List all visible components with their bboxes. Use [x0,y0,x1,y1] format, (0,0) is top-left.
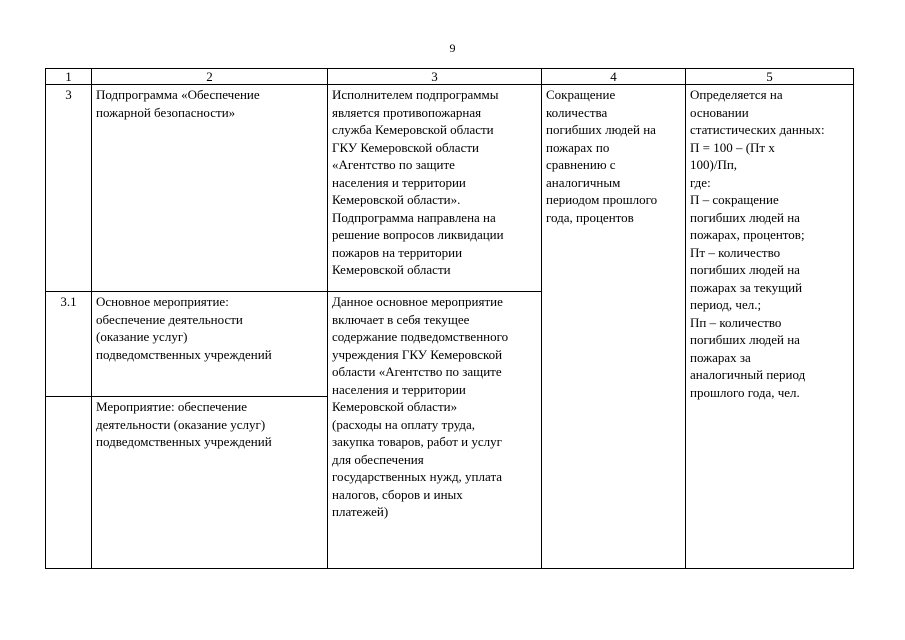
header-cell-5: 5 [686,69,854,85]
target-indicator: Сокращение количества погибших людей на пожарах по сравнению с аналогичным периодом прошлого года, процентов [542,85,686,569]
subprogram-name: Подпрограмма «Обеспечение пожарной безопасности» [92,85,328,292]
main-activity-description: Данное основное мероприятие включает в себя текущее содержание подведомственного учреждения ГКУ Кемеровской области «Агентство по защите населения и территории Кемеровской области» (расходы на оплату труда, закупка товаров, работ и услуг для обеспечения государственных нужд, уплата налогов, сборов и иных платежей) [328,292,542,569]
row-number [46,397,92,569]
subprogram-description: Исполнителем подпрограммы является противопожарная служба Кемеровской области ГКУ Кемеровской области «Агентство по защите населения и территории Кемеровской области». Подпрограмма направлена на решение вопросов ликвидации пожаров на территории Кемеровской области [328,85,542,292]
calculation-method: Определяется на основании статистических данных: П = 100 – (Пт х 100)/Пп, где: П – сокращение погибших людей на пожарах, процентов; Пт – количество погибших людей на пожарах за текущий период, чел.; Пп – количество погибших людей на пожарах за аналогичный период прошлого года, чел. [686,85,854,569]
activity-name: Мероприятие: обеспечение деятельности (оказание услуг) подведомственных учреждений [92,397,328,569]
row-number: 3 [46,85,92,292]
page-number: 9 [449,41,456,55]
header-cell-3: 3 [328,69,542,85]
table-row-subprogram [46,85,854,292]
main-activity-name: Основное мероприятие: обеспечение деятельности (оказание услуг) подведомственных учреждений [92,292,328,397]
program-table [45,68,854,569]
header-cell-2: 2 [92,69,328,85]
header-cell-1: 1 [46,69,92,85]
header-row [46,69,854,85]
header-cell-4: 4 [542,69,686,85]
row-number: 3.1 [46,292,92,397]
